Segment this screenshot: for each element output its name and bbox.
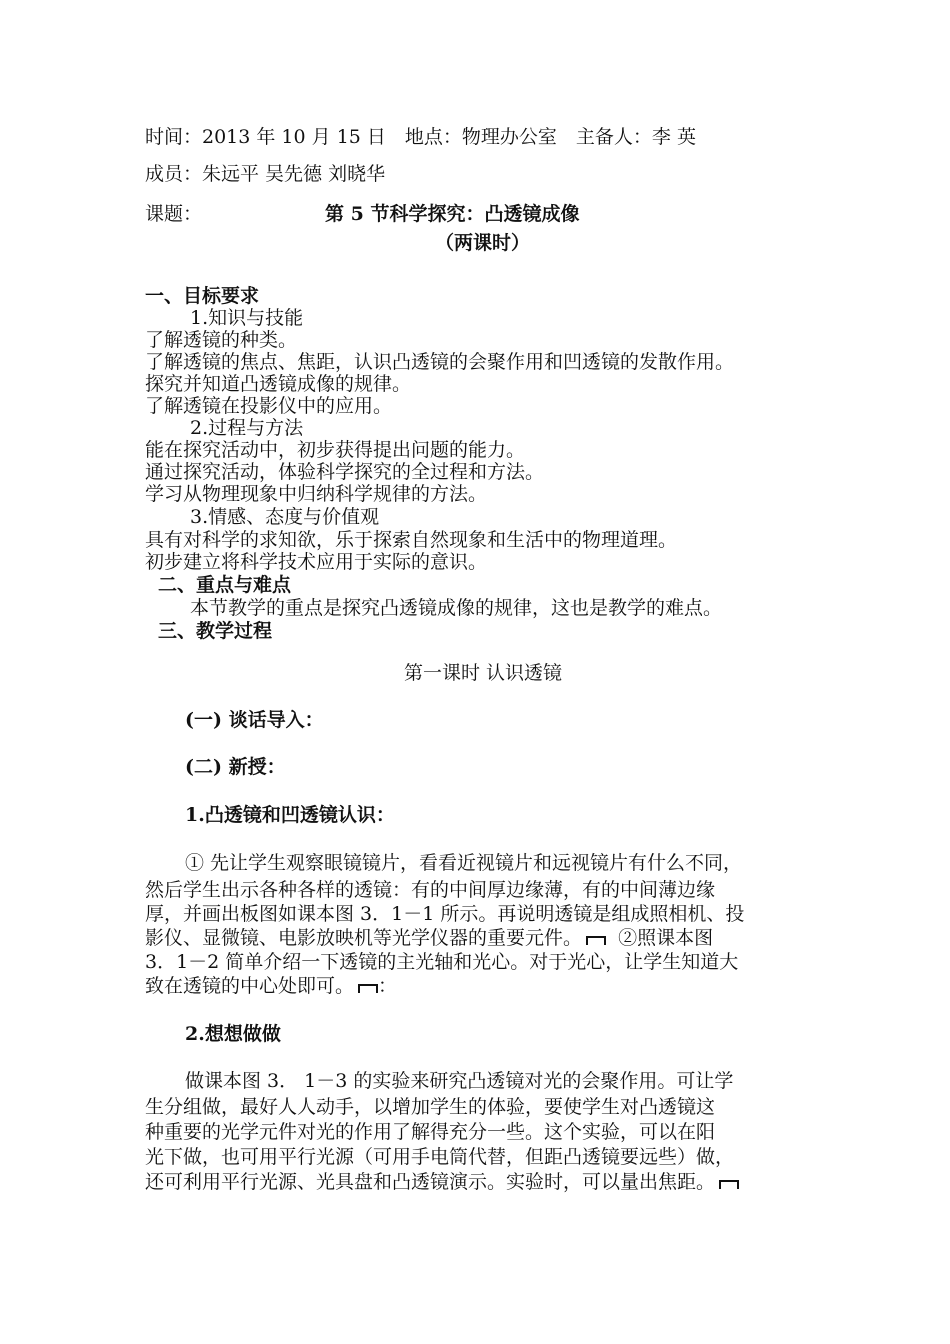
section1-item: 了解透镜的焦点、焦距，认识凸透镜的会聚作用和凹透镜的发散作用。 xyxy=(145,351,735,373)
paragraph-line: 做课本图 3． 1－3 的实验来研究凸透镜对光的会聚作用。可让学 xyxy=(185,1070,734,1092)
annotation-mark xyxy=(586,936,606,945)
section1-sub1: 1.知识与技能 xyxy=(190,307,304,329)
section1-sub2: 2.过程与方法 xyxy=(190,417,304,439)
paragraph-line: 影仪、显微镜、电影放映机等光学仪器的重要元件。 xyxy=(145,927,583,949)
paragraph-line: 然后学生出示各种各样的透镜：有的中间厚边缘薄，有的中间薄边缘 xyxy=(145,879,716,901)
paragraph-line: 厚，并画出板图如课本图 3．1－1 所示。再说明透镜是组成照相机、投 xyxy=(145,903,745,925)
step-new: (二) 新授： xyxy=(185,756,286,778)
page-subtitle: （两课时） xyxy=(435,232,531,254)
annotation-mark xyxy=(719,1180,739,1189)
section1-item: 能在探究活动中，初步获得提出问题的能力。 xyxy=(145,439,526,461)
paragraph-line: ① 先让学生观察眼镜镜片，看看近视镜片和远视镜片有什么不同， xyxy=(185,852,743,874)
section1-sub3: 3.情感、态度与价值观 xyxy=(190,506,380,528)
section1-heading: 一、目标要求 xyxy=(145,285,260,307)
paragraph-line: ②照课本图 xyxy=(618,927,714,949)
step-intro: (一) 谈话导入： xyxy=(185,709,324,731)
section2-text: 本节教学的重点是探究凸透镜成像的规律，这也是教学的难点。 xyxy=(190,597,723,619)
paragraph-line: 光下做，也可用平行光源（可用手电筒代替，但距凸透镜要远些）做， xyxy=(145,1146,735,1168)
section1-item: 初步建立将科学技术应用于实际的意识。 xyxy=(145,551,488,573)
topic-label: 课题： xyxy=(145,203,203,225)
paragraph-line: 生分组做，最好人人动手，以增加学生的体验，要使学生对凸透镜这 xyxy=(145,1096,716,1118)
paragraph-line: 致在透镜的中心处即可。 xyxy=(145,975,355,997)
item2-heading: 2.想想做做 xyxy=(185,1023,281,1045)
annotation-mark xyxy=(358,984,378,993)
section2-heading: 二、重点与难点 xyxy=(158,574,292,596)
members-line: 成员：朱远平 吴先德 刘晓华 xyxy=(145,163,386,185)
section1-item: 具有对科学的求知欲，乐于探索自然现象和生活中的物理道理。 xyxy=(145,529,678,551)
item1-heading: 1.凸透镜和凹透镜认识： xyxy=(185,804,395,826)
paragraph-line: 3．1－2 简单介绍一下透镜的主光轴和光心。对于光心，让学生知道大 xyxy=(145,951,739,973)
section1-item: 学习从物理现象中归纳科学规律的方法。 xyxy=(145,483,488,505)
paragraph-line: 种重要的光学元件对光的作用了解得充分一些。这个实验，可以在阳 xyxy=(145,1121,716,1143)
page-title: 第 5 节科学探究：凸透镜成像 xyxy=(325,203,580,225)
section3-heading: 三、教学过程 xyxy=(158,620,273,642)
paragraph-line: 还可利用平行光源、光具盘和凸透镜演示。实验时，可以量出焦距。 xyxy=(145,1171,716,1193)
paragraph-line: ： xyxy=(378,975,398,997)
section1-item: 了解透镜在投影仪中的应用。 xyxy=(145,395,393,417)
section1-item: 探究并知道凸透镜成像的规律。 xyxy=(145,373,412,395)
section1-item: 了解透镜的种类。 xyxy=(145,329,298,351)
lesson-title: 第一课时 认识透镜 xyxy=(404,662,563,684)
meta-line: 时间：2013 年 10 月 15 日 地点：物理办公室 主备人：李 英 xyxy=(145,126,696,148)
section1-item: 通过探究活动，体验科学探究的全过程和方法。 xyxy=(145,461,545,483)
